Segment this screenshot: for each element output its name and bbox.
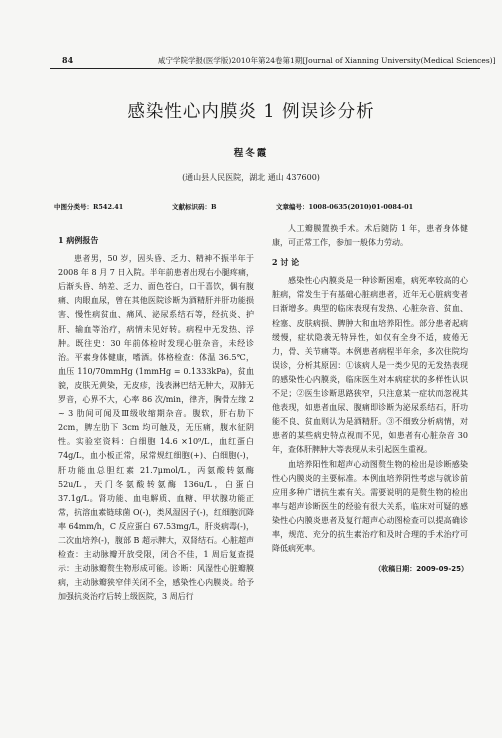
- discussion-paragraph-1: 感染性心内膜炎是一种诊断困难，病死率较高的心脏病，常发生于有基础心脏病患者，近年无心脏病变者日渐增多。典型的临床表现有发热、心脏杂音、贫血、栓塞、皮肤病损、脾肿大和血培养阳性。部分患者起病缓慢，症状隐袭无特异性，如仅有全身不适，疲倦无力，骨、关节痛等。本例患者病程半年余，多次住院均误诊，分析其原因：①该病人是一类少见的无发热表现的感染性心内膜炎，临床医生对本病症状的多样性认识不足；②医生诊断思路狭窄，只注意某一症状而忽视其他表现，如患者血尿、腹痛即诊断为泌尿系结石，肝功能不良、贫血则认为是酒精肝。③不细致分析病情，对患者的某些病史特点视而不见，如患者有心脏杂音 30 年，查体肝脾肿大等表现从未引起医生重视。: [272, 276, 468, 455]
- right-column: [272, 222, 468, 576]
- journal-citation: 咸宁学院学报(医学版)2010年第24卷第1期[Journal of Xianning University(Medical Sciences)]: [158, 56, 496, 65]
- page-number: 84: [62, 55, 74, 65]
- left-column: [58, 228, 254, 604]
- clc-number: 中图分类号：R542.41: [54, 203, 124, 211]
- case-report-paragraph: 患者男，50 岁，因头昏、乏力、精神不振半年于 2008 年 8 月 7 日入院。半年前患者出现右小腿疼痛，后渐头昏、纳差、乏力、面色苍白，口干喜饮，偶有腹痛、肉眼血尿，曾在其他医院诊断为酒精肝并肝功能损害、慢性病贫血、痛风、泌尿系结石等，经抗炎、护肝、输血等治疗，病情未见好转。病程中无发热、浮肿。既往史：30 年前体检时发现心脏杂音，未经诊治。平素身体健康，嗜酒。体格检查：体温 36.5℃，血压 110/70mmHg (1mmHg = 0.1333kPa)，贫血貌，皮肤无黄染，无皮疹，浅表淋巴结无肿大，双肺无罗音，心界不大，心率 86 次/min，律齐，胸骨左缘 2 ~ 3 肋间可闻及Ⅲ级收缩期杂音。腹软，肝右肋下 2cm，脾左肋下 3cm 均可触及，无压痛，腹水征阴性。实验室资料：白细胞 14.6 ×10⁹/L，血红蛋白 74g/L，血小板正常，尿常规红细胞(+)、白细胞(-)，肝功能血总胆红素 21.7μmol/L，丙氨酸转氨酶 52u/L，天门冬氨酸转氨酶 136u/L，白蛋白 37.1g/L。肾功能、血电解质、血糖、甲状腺功能正常，抗溶血素链球菌 O(-)，类风湿因子(-)，红细胞沉降率 64mm/h，C 反应蛋白 67.53mg/L，肝炎病毒(-)，二次血培养(-)，腹部 B 超示脾大，双肾结石。心脏超声检查：主动脉瓣开放受限，闭合不佳，1 周后复查提示：主动脉瓣赘生物形成可能。诊断：风湿性心脏瓣膜病，主动脉瓣狭窄伴关闭不全，感染性心内膜炎。给予加强抗炎治疗后转上级医院，3 周后行: [58, 254, 254, 602]
- header-rule: [50, 68, 480, 69]
- section-heading-case-report: 1 病例报告: [58, 235, 99, 245]
- author-affiliation: (通山县人民医院，湖北 通山 437600): [182, 173, 320, 182]
- received-date: （收稿日期：2009-09-25）: [374, 565, 468, 574]
- article-id: 文章编号：1008-0635(2010)01-0084-01: [276, 203, 414, 211]
- article-title: 感染性心内膜炎 1 例误诊分析: [127, 102, 375, 122]
- section-heading-discussion: 2 讨 论: [272, 257, 300, 268]
- case-report-continuation: 人工瓣膜置换手术。术后随防 1 年，患者身体健康，可正常工作，参加一般体力劳动。: [272, 224, 468, 248]
- author-name: 程冬霞: [233, 148, 269, 159]
- discussion-paragraph-2: 血培养阳性和超声心动图赘生物的检出是诊断感染性心内膜炎的主要标准。本例血培养阴性考虑与就诊前应用多种广谱抗生素有关。需要说明的是赘生物的检出率与超声诊断医生的经验有很大关系，临床对可疑的感染性心内膜炎患者及复行超声心动图检查可以提高确诊率，规范、充分的抗生素治疗和及时合理的手术治疗可降低病死率。: [272, 459, 468, 554]
- running-header: [50, 55, 496, 69]
- document-code: 文献标识码：B: [172, 203, 217, 211]
